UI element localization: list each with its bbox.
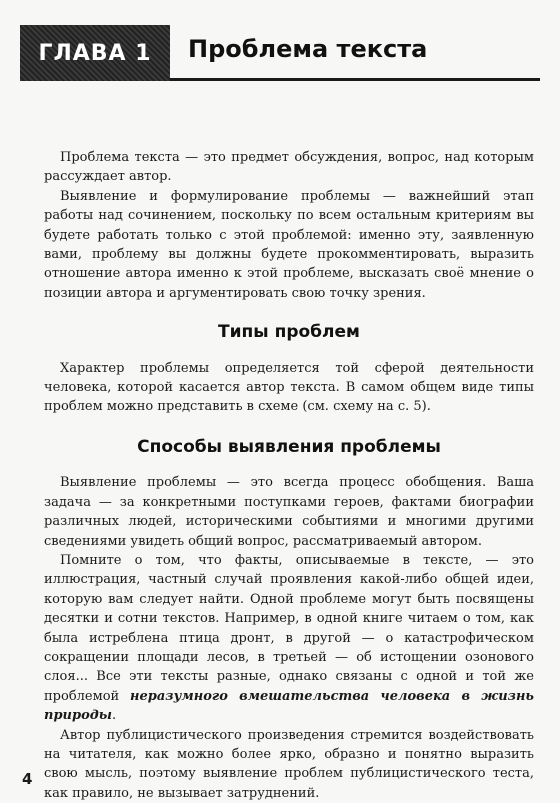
heading-problem-types: Типы проблем (218, 322, 360, 343)
paragraph-facts-text: Помните о том, что факты, описываемые в тексте, — это иллюстрация, частный случай проявления какой-либо общей идеи, которую вам следует найти. Одной проблеме могут быть посвящены десятки и сотни текстов. Например, в одной книге читаем о том, как была истреблена птица дронт, в другой — о катастрофическом сокращении площади лесов, в третьей — об истощении озонового слоя... Все эти тексты разные, однако связаны с одной и той же проблемой (44, 552, 534, 704)
header-rule (170, 78, 540, 81)
emphasis-text: неразумного вмешательства человека в жизнь природы (44, 688, 534, 724)
heading-identification-methods: Способы выявления проблемы (137, 436, 441, 457)
paragraph-publicistic: Автор публицистического произведения стремится воздействовать на читателя, как можно более ярко, образно и понятно выразить свою мысль, поэтому выявление проблем публицистического теста, как правило, не вызывает затруднений. (44, 727, 534, 801)
paragraph-facts (44, 551, 534, 726)
paragraph-generalization: Выявление проблемы — это всегда процесс обобщения. Ваша задача — за конкретными поступками героев, фактами биографии различных людей, историческими событиями и многими другими сведениями увидеть общий вопрос, рассматриваемый автором. (44, 475, 534, 549)
chapter-title: Проблема текста (188, 35, 428, 63)
chapter-header (20, 25, 540, 81)
paragraph-importance: Выявление и формулирование проблемы — важнейший этап работы над сочинением, поскольку по всем остальным критериям вы будете работать только с этой проблемой: именно эту, заявленную вами, проблему вы должны будете прокомментировать, выразить отношение автора именно к этой проблеме, высказать своё мнение о позиции автора и аргументировать свою точку зрения. (44, 188, 534, 301)
page-content (44, 148, 534, 803)
chapter-label: ГЛАВА 1 (20, 25, 170, 81)
paragraph-facts-end: . (112, 708, 117, 724)
paragraph-definition: Проблема текста — это предмет обсуждения, вопрос, над которым рассуждает автор. (44, 150, 534, 185)
page-number: 4 (22, 770, 33, 788)
paragraph-problem-types: Характер проблемы определяется той сферой деятельности человека, которой касается автор текста. В самом общем виде типы проблем можно представить в схеме (см. схему на с. 5). (44, 360, 534, 415)
